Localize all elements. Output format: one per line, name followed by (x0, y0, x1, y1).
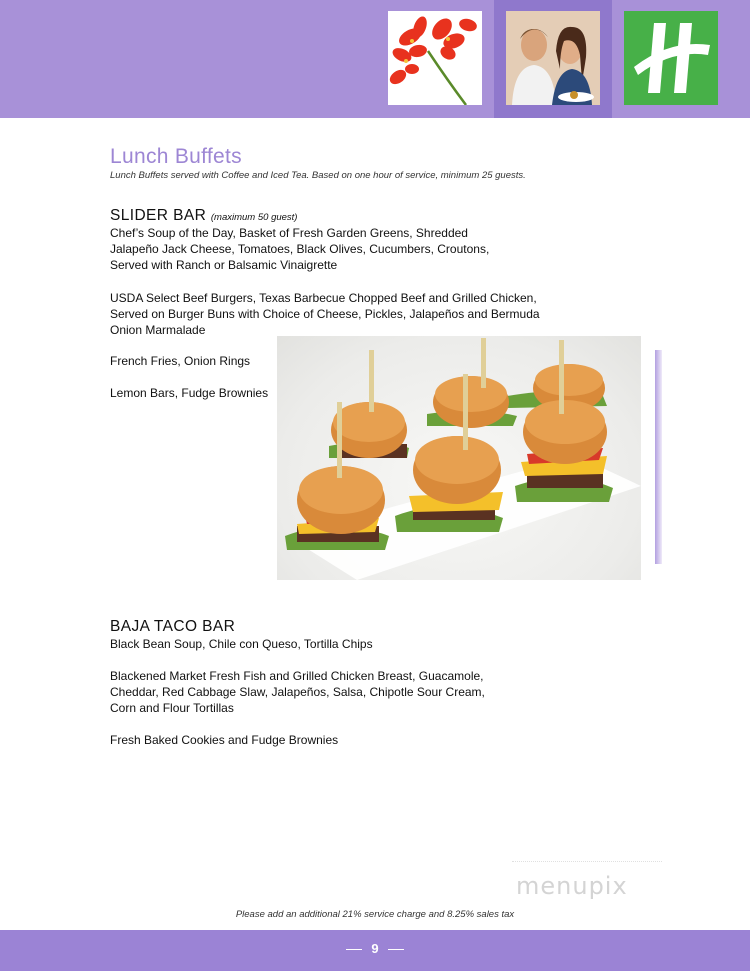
slider-bar-title: SLIDER BAR (110, 207, 207, 224)
page-title: Lunch Buffets (110, 145, 242, 168)
baja-taco-bar-item: Fresh Baked Cookies and Fudge Brownies (110, 733, 339, 747)
baja-taco-bar-item: Blackened Market Fresh Fish and Grilled Chicken Breast, Guacamole, Cheddar, Red Cabbage Slaw, Jalapeños, Salsa, Chipotle Sour Cream, Corn and Flour Tortillas (110, 669, 485, 715)
couple-illustration (506, 11, 600, 105)
baja-taco-bar-item: Black Bean Soup, Chile con Queso, Tortilla Chips (110, 637, 373, 651)
footer-note: Please add an additional 21% service charge and 8.25% sales tax (235, 909, 515, 920)
page-number-dash-right (388, 949, 404, 950)
slider-bar-item: French Fries, Onion Rings (110, 354, 251, 368)
page-number-value: 9 (371, 941, 379, 956)
slider-bar-item: Lemon Bars, Fudge Brownies (110, 386, 269, 400)
baja-taco-bar-heading: BAJA TACO BAR (110, 618, 236, 635)
sliders-food-photo (277, 336, 641, 580)
orchid-illustration (388, 11, 482, 105)
sliders-illustration (277, 336, 641, 580)
hotel-logo (624, 11, 718, 105)
decorative-edge-bar (655, 350, 662, 564)
page-number (0, 941, 750, 956)
slider-bar-item: USDA Select Beef Burgers, Texas Barbecue Chopped Beef and Grilled Chicken, Served on Burger Buns with Choice of Cheese, Pickles, Jalapeños and Bermuda Onion Marmalade (110, 291, 540, 337)
slider-bar-heading (110, 207, 297, 225)
watermark-divider (512, 861, 662, 863)
couple-dining-photo (506, 11, 600, 105)
watermark-logo: menupix (516, 872, 628, 900)
page-subtitle: Lunch Buffets served with Coffee and Iced Tea. Based on one hour of service, minimum 25 guests. (110, 170, 526, 181)
page-number-dash-left (346, 949, 362, 950)
slider-bar-item: Chef’s Soup of the Day, Basket of Fresh Garden Greens, Shredded Jalapeño Jack Cheese, Tomatoes, Black Olives, Cucumbers, Croutons, Served with Ranch or Balsamic Vinaigrette (110, 226, 490, 272)
slider-bar-note: (maximum 50 guest) (210, 212, 298, 223)
flower-photo (388, 11, 482, 105)
h-logo-icon (624, 11, 718, 105)
